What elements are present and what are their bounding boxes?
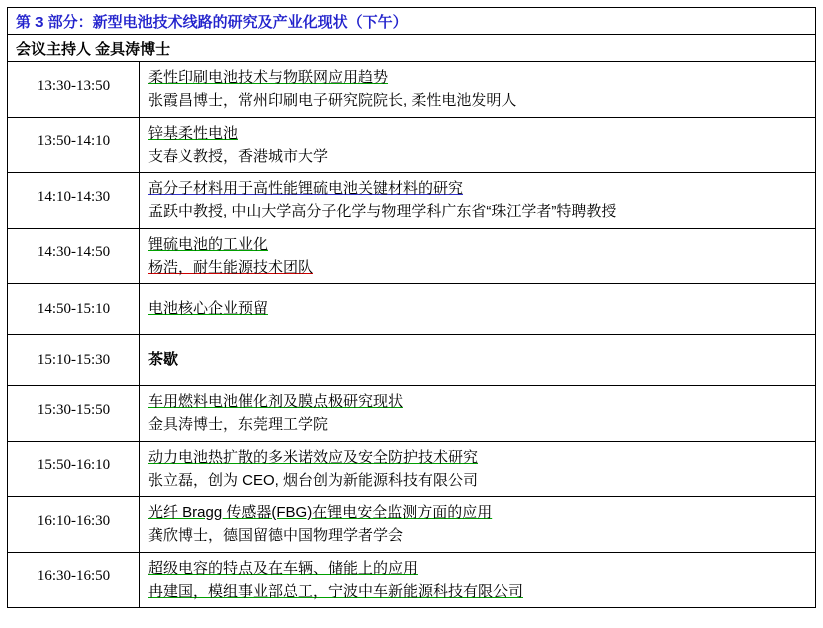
- table-row: [8, 552, 816, 608]
- table-row: [8, 441, 816, 497]
- topic-text: 锂硫电池的工业化: [148, 235, 269, 253]
- session-content: [140, 497, 816, 553]
- session-title: 第 3 部分：新型电池技术线路的研究及产业化现状（下午）: [8, 8, 816, 35]
- time-slot: 13:30-13:50: [8, 62, 140, 118]
- session-content: [140, 173, 816, 229]
- table-row: [8, 386, 816, 442]
- speaker-text: 冉建国，模组事业部总工，宁波中车新能源科技有限公司: [148, 582, 524, 600]
- topic-text: 锌基柔性电池: [148, 124, 239, 142]
- table-row: [8, 62, 816, 118]
- table-row: [8, 284, 816, 335]
- session-content: [140, 552, 816, 608]
- topic-text: 动力电池热扩散的多米诺效应及安全防护技术研究: [148, 448, 479, 466]
- topic-text: 电池核心企业预留: [148, 300, 269, 318]
- speaker-text: 张霞昌博士，常州印刷电子研究院院长, 柔性电池发明人: [148, 92, 517, 110]
- topic-text: 超级电容的特点及在车辆、储能上的应用: [148, 559, 419, 577]
- time-slot: 14:30-14:50: [8, 228, 140, 284]
- time-slot: 13:50-14:10: [8, 117, 140, 173]
- table-row: [8, 335, 816, 386]
- time-slot: 15:30-15:50: [8, 386, 140, 442]
- time-slot: 16:30-16:50: [8, 552, 140, 608]
- table-row: [8, 117, 816, 173]
- speaker-text: 张立磊，创为 CEO, 烟台创为新能源科技有限公司: [148, 471, 479, 489]
- session-content: [140, 117, 816, 173]
- session-content: [140, 228, 816, 284]
- topic-text: 柔性印刷电池技术与物联网应用趋势: [148, 69, 389, 86]
- session-host: 会议主持人 金具涛博士: [8, 35, 816, 62]
- session-content: [140, 335, 816, 386]
- table-row: [8, 497, 816, 553]
- session-title-row: [8, 8, 816, 35]
- agenda-table: [7, 7, 816, 608]
- topic-text: 光纤 Bragg 传感器(FBG)在锂电安全监测方面的应用: [148, 504, 493, 521]
- time-slot: 15:10-15:30: [8, 335, 140, 386]
- table-row: [8, 173, 816, 229]
- session-content: [140, 284, 816, 335]
- topic-text: 高分子材料用于高性能锂硫电池关键材料的研究: [148, 180, 464, 197]
- time-slot: 14:10-14:30: [8, 173, 140, 229]
- speaker-text: 孟跃中教授, 中山大学高分子化学与物理学科广东省“珠江学者”特聘教授: [148, 203, 617, 221]
- session-content: [140, 62, 816, 118]
- speaker-text: 龚欣博士，德国留德中国物理学者学会: [148, 527, 404, 545]
- speaker-text: 杨浩，耐生能源技术团队: [148, 258, 314, 276]
- time-slot: 14:50-15:10: [8, 284, 140, 335]
- topic-text: 茶歇: [148, 351, 179, 369]
- speaker-text: 支春义教授，香港城市大学: [148, 147, 329, 165]
- session-content: [140, 441, 816, 497]
- session-content: [140, 386, 816, 442]
- time-slot: 16:10-16:30: [8, 497, 140, 553]
- speaker-text: 金具涛博士，东莞理工学院: [148, 416, 329, 434]
- topic-text: 车用燃料电池催化剂及膜点极研究现状: [148, 393, 404, 410]
- time-slot: 15:50-16:10: [8, 441, 140, 497]
- table-row: [8, 228, 816, 284]
- host-row: [8, 35, 816, 62]
